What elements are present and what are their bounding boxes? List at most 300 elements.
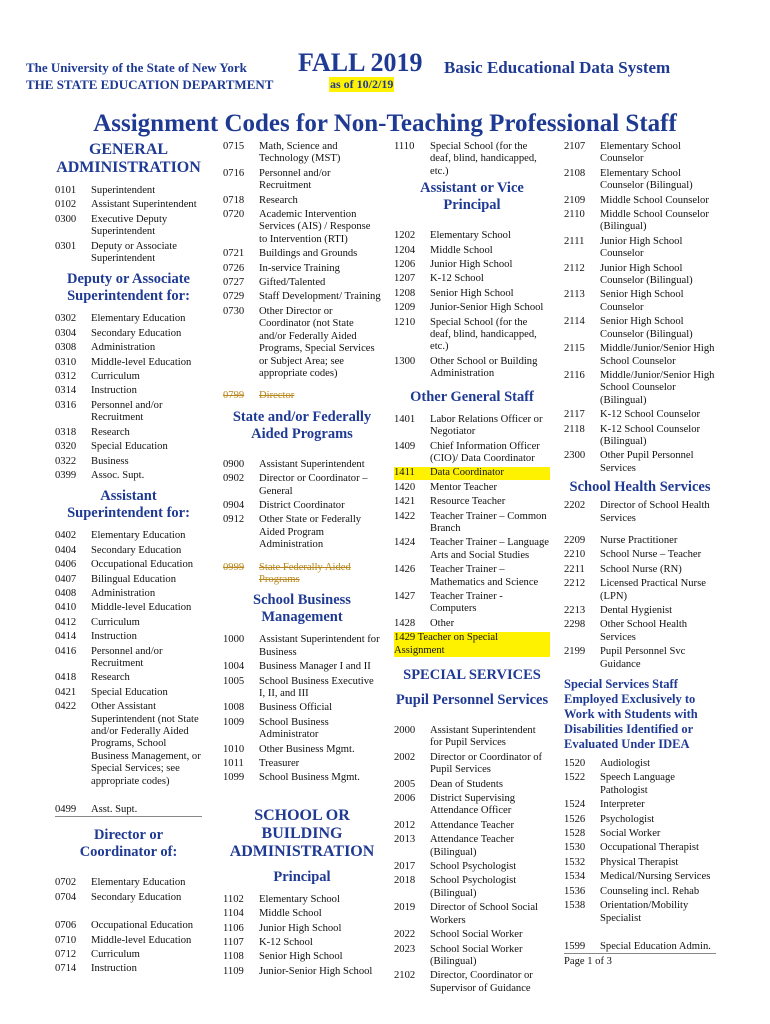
code: 1426 (394, 564, 416, 576)
description: Interpreter (600, 799, 645, 811)
list-item (55, 214, 202, 239)
description: Occupational Education (91, 920, 194, 932)
code: 1538 (564, 900, 586, 912)
section-other-general-staff: Other General Staff (410, 388, 534, 405)
description: Special Education Admin. (600, 940, 711, 952)
code: 0730 (223, 305, 245, 317)
description: Assistant Superintendent for Business (259, 634, 380, 658)
code: 0714 (55, 963, 77, 975)
code: 2002 (394, 751, 416, 763)
description: Elementary School (259, 893, 340, 905)
code: 2005 (394, 778, 416, 790)
description: Director (259, 390, 295, 402)
list-item (394, 944, 550, 969)
code: 2213 (564, 605, 586, 616)
code: 0404 (55, 544, 77, 556)
code: 2000 (394, 725, 416, 736)
description: Director of School Social Workers (430, 902, 538, 926)
description: Attendance Teacher (430, 819, 515, 831)
code: 0721 (223, 248, 245, 260)
list-item (564, 646, 716, 671)
list-item (223, 248, 381, 260)
description: State Federally Aided Programs (259, 561, 351, 585)
code: 0900 (223, 458, 245, 470)
section-deputy-superintendent: Deputy or Associate Superintendent for: (67, 271, 190, 305)
list-item (564, 799, 716, 811)
description: Social Worker (600, 828, 661, 840)
code: 1102 (223, 893, 244, 905)
code: 2022 (394, 929, 416, 941)
list-item (394, 441, 550, 466)
description: Assoc. Supt. (91, 469, 145, 481)
code: 0499 (55, 804, 77, 816)
list-item (223, 141, 381, 166)
list-item-highlighted (394, 467, 550, 479)
list-item (55, 371, 202, 383)
list-item (55, 672, 202, 684)
code: 0799 (223, 390, 245, 402)
code: 0101 (55, 185, 77, 196)
list-item (55, 530, 202, 542)
code: 1409 (394, 440, 416, 452)
list-item (55, 427, 202, 439)
code: 1110 (394, 141, 415, 152)
description: Secondary Education (91, 327, 182, 339)
description: Occupational Therapist (600, 842, 699, 854)
list-item (55, 441, 202, 453)
description: Special School (for the deaf, blind, handicapped, etc.) (430, 141, 537, 177)
description: Elementary Education (91, 313, 186, 325)
description: Business Manager I and II (259, 661, 371, 673)
list-item (394, 302, 550, 314)
list-item (394, 259, 550, 271)
code: 2112 (564, 262, 585, 274)
code: 2012 (394, 819, 416, 831)
description: Secondary Education (91, 544, 182, 556)
code: 0706 (55, 920, 77, 932)
code: 1206 (394, 259, 416, 271)
code: 1011 (223, 758, 244, 770)
description: Staff Development/ Training (259, 291, 381, 303)
code: 1420 (394, 481, 416, 493)
description: Psychologist (600, 813, 655, 825)
list-item (564, 857, 716, 869)
description: Other Assistant Superintendent (not State and/or Federally Aided Programs, School Business Management, or Special Services; see appropriate codes) (91, 701, 201, 787)
section-special-services-staff: Special Services Staff Employed Exclusively to Work with Students with Disabilities Identified or Evaluated Under IDEA (564, 677, 698, 752)
description: Nurse Practitioner (600, 534, 678, 546)
list-item (55, 617, 202, 629)
list-item (55, 385, 202, 397)
list-item (394, 356, 550, 381)
list-item (55, 804, 202, 817)
code: 1534 (564, 871, 586, 883)
list-item (564, 758, 716, 770)
list-item (394, 230, 550, 242)
list-item (394, 273, 550, 285)
code: 1424 (394, 537, 416, 549)
code: 1210 (394, 316, 416, 328)
description: Audiologist (600, 758, 651, 770)
list-item (394, 820, 550, 832)
code: 0318 (55, 426, 77, 438)
list-item (223, 758, 381, 770)
description: School Business Executive I, II, and III (259, 675, 374, 699)
description: Business Official (259, 702, 333, 714)
code: 1010 (223, 743, 245, 755)
code: 2102 (394, 970, 416, 982)
code: 2210 (564, 549, 586, 561)
list-item (55, 328, 202, 340)
section-school-building-admin: SCHOOL OR BUILDING ADMINISTRATION (229, 806, 375, 860)
list-item (394, 618, 550, 630)
code: 1106 (223, 922, 244, 934)
list-item (55, 400, 202, 425)
description: Counseling incl. Rehab (600, 885, 700, 897)
description: Middle/Junior/Senior High School Counselor (600, 343, 715, 367)
code: 0418 (55, 672, 77, 684)
list-item (564, 409, 716, 421)
description: Personnel and/or Recruitment (91, 399, 163, 424)
list-item (394, 875, 550, 900)
description: Junior High School Counselor (Bilingual) (600, 262, 693, 287)
list-item (223, 473, 381, 498)
description: Medical/Nursing Services (600, 871, 711, 883)
code: 0312 (55, 371, 77, 383)
code: 0412 (55, 616, 77, 628)
list-item (55, 631, 202, 643)
list-item (55, 241, 202, 266)
code: 1599 (564, 940, 586, 952)
list-item-struck (223, 390, 381, 402)
description: School Social Worker (430, 929, 523, 941)
description: Data Coordinator (430, 467, 504, 479)
description: Buildings and Grounds (259, 248, 358, 260)
description: Teacher Trainer - Computers (430, 590, 503, 615)
description: School Nurse – Teacher (600, 549, 702, 561)
list-item (564, 168, 716, 193)
code: 0421 (55, 686, 77, 698)
list-item (55, 185, 202, 197)
code: 0712 (55, 949, 77, 961)
list-item (223, 514, 381, 551)
list-item (223, 459, 381, 471)
list-item (394, 929, 550, 941)
list-item (394, 902, 550, 927)
code: 0716 (223, 167, 245, 179)
description: Other Pupil Personnel Services (600, 450, 694, 474)
description: Bilingual Education (91, 573, 177, 585)
description: Speech Language Pathologist (600, 772, 676, 796)
description: Deputy or Associate Superintendent (91, 240, 177, 265)
list-item (223, 772, 381, 784)
description: Other Director or Coordinator (not State and/or Federally Aided Programs, Special Services or Subject Area; see appropriate codes) (259, 305, 375, 379)
description: Middle-level Education (91, 934, 192, 946)
code: 2212 (564, 578, 586, 590)
list-item (564, 564, 716, 576)
code: 2006 (394, 793, 416, 805)
description: Junior High School Counselor (600, 235, 683, 260)
list-item (564, 842, 716, 854)
code: 1204 (394, 244, 416, 256)
column-1 (55, 141, 202, 978)
description: Other State or Federally Aided Program Administration (259, 514, 362, 551)
description: Licensed Practical Nurse (LPN) (600, 578, 706, 602)
code: 0912 (223, 514, 245, 526)
description: Dean of Students (430, 778, 503, 790)
description: Elementary School Counselor (Bilingual) (600, 167, 693, 192)
list-item (564, 941, 716, 954)
description: Director of School Health Services (600, 500, 710, 524)
list-item (394, 834, 550, 859)
code: 0310 (55, 356, 77, 368)
description: Senior High School (430, 287, 514, 299)
description: Junior-Senior High School (430, 302, 544, 314)
description: School Business Administrator (259, 716, 329, 741)
list-item (55, 602, 202, 614)
column-2 (223, 141, 381, 980)
code: 0301 (55, 240, 77, 252)
description: Other (430, 617, 455, 629)
list-item (394, 317, 550, 354)
section-school-health: School Health Services (569, 479, 711, 496)
code: 0300 (55, 213, 77, 225)
description: Junior High School (259, 922, 342, 934)
description: K-12 School (259, 937, 313, 949)
list-item (564, 236, 716, 261)
description: Occupational Education (91, 559, 194, 571)
code: 0304 (55, 327, 77, 339)
list-item (564, 828, 716, 840)
description: Instruction (91, 385, 137, 397)
list-item (223, 277, 381, 289)
list-item (223, 209, 381, 246)
description: Personnel and/or Recruitment (91, 645, 163, 669)
description: Curriculum (91, 616, 140, 628)
code: 1421 (394, 496, 416, 508)
code: 1009 (223, 716, 245, 728)
list-item (394, 141, 550, 178)
list-item (223, 908, 381, 920)
section-federal-programs: State and/or Federally Aided Programs (232, 408, 372, 442)
description: Assistant Superintendent for Pupil Services (430, 725, 536, 749)
code: 2017 (394, 861, 416, 873)
code: 0902 (223, 473, 245, 485)
section-vice-principal: Assistant or Vice Principal (420, 180, 524, 214)
code: 1428 (394, 617, 416, 629)
description: Teacher Trainer – Common Branch (430, 510, 547, 534)
section-principal: Principal (273, 868, 331, 885)
description: Instruction (91, 631, 137, 643)
code: 1005 (223, 675, 245, 687)
list-item (564, 195, 716, 207)
list-item (223, 168, 381, 193)
code: 1427 (394, 590, 416, 602)
code: 2110 (564, 209, 585, 221)
description: School Nurse (RN) (600, 563, 682, 575)
list-item (564, 535, 716, 547)
description: Elementary Education (91, 877, 186, 889)
list-item (394, 779, 550, 791)
description: In-service Training (259, 262, 340, 274)
description: K-12 School (430, 273, 484, 285)
list-item (55, 456, 202, 468)
code: 2018 (394, 875, 416, 887)
list-item (564, 343, 716, 368)
description: Middle School Counselor (600, 194, 709, 206)
list-item (223, 195, 381, 207)
list-item (55, 687, 202, 699)
code: 0718 (223, 194, 245, 206)
code: 0727 (223, 277, 245, 289)
description: Dental Hygienist (600, 605, 673, 616)
description: Attendance Teacher (Bilingual) (430, 834, 515, 858)
description: Senior High School Counselor (Bilingual) (600, 316, 693, 340)
special-assignment: 1429 Teacher on Special Assignment (394, 632, 550, 657)
code: 2202 (564, 500, 586, 512)
list-item (55, 574, 202, 586)
description: K-12 School Counselor (Bilingual) (600, 423, 701, 447)
code: 0410 (55, 602, 77, 614)
description: Curriculum (91, 371, 140, 383)
description: Middle-level Education (91, 602, 192, 614)
code: 2199 (564, 646, 586, 658)
description: Physical Therapist (600, 856, 679, 868)
code: 0320 (55, 441, 77, 453)
description: Research (91, 426, 130, 438)
description: Research (91, 672, 130, 684)
description: District Coordinator (259, 499, 345, 511)
code: 2108 (564, 167, 586, 179)
code: 0402 (55, 530, 77, 542)
code: 0416 (55, 645, 77, 657)
list-item (223, 291, 381, 303)
code: 1520 (564, 758, 586, 770)
code: 2113 (564, 289, 585, 301)
code: 1528 (564, 828, 586, 840)
system-name: Basic Educational Data System (444, 58, 671, 77)
code: 0999 (223, 561, 245, 573)
code: 1401 (394, 413, 416, 425)
list-item (223, 717, 381, 742)
list-item (223, 306, 381, 380)
description: Junior High School (430, 259, 513, 271)
description: Senior High School Counselor (600, 289, 684, 313)
code: 0726 (223, 262, 245, 274)
list-item (55, 920, 202, 932)
description: Treasurer (259, 758, 300, 770)
code: 1004 (223, 661, 245, 673)
code: 1202 (394, 230, 416, 242)
description: Math, Science and Technology (MST) (259, 141, 341, 165)
description: Resource Teacher (430, 496, 506, 508)
description: Middle/Junior/Senior High School Counselor (Bilingual) (600, 369, 715, 406)
description: Middle School (430, 244, 493, 256)
description: School Business Mgmt. (259, 772, 360, 784)
list-item (223, 500, 381, 512)
list-item (564, 772, 716, 797)
code: 1526 (564, 813, 586, 825)
code: 2019 (394, 902, 416, 914)
list-item (55, 357, 202, 369)
org-name: The University of the State of New York (26, 60, 247, 75)
code: 0422 (55, 701, 77, 713)
description: Other School Health Services (600, 619, 688, 643)
list-item (564, 578, 716, 603)
list-item (55, 545, 202, 557)
list-item (394, 482, 550, 494)
description: Instruction (91, 963, 137, 975)
list-item (223, 634, 381, 659)
list-item (394, 861, 550, 873)
list-item (564, 549, 716, 561)
description: Secondary Education (91, 891, 182, 903)
list-item (223, 894, 381, 906)
code: 0308 (55, 342, 77, 354)
list-item (55, 949, 202, 961)
list-item (394, 752, 550, 777)
code: 2209 (564, 534, 586, 546)
list-item (564, 316, 716, 341)
code: 2298 (564, 619, 586, 631)
code: 1104 (223, 908, 244, 920)
description: K-12 School Counselor (600, 409, 701, 421)
code: 1524 (564, 799, 586, 811)
description: Mentor Teacher (430, 481, 498, 493)
code: 2117 (564, 409, 585, 421)
list-item (564, 263, 716, 288)
list-item (55, 342, 202, 354)
description: Middle School Counselor (Bilingual) (600, 209, 709, 233)
description: Labor Relations Officer or Negotiator (430, 413, 543, 438)
description: Elementary School Counselor (600, 141, 681, 165)
description: Special Education (91, 441, 168, 453)
code: 1422 (394, 510, 416, 522)
description: Curriculum (91, 949, 140, 961)
description: Assistant Superintendent (259, 458, 365, 470)
code: 1108 (223, 951, 244, 963)
list-item (564, 289, 716, 314)
description: School Psychologist (430, 861, 517, 873)
code: 2013 (394, 834, 416, 846)
code: 1008 (223, 702, 245, 714)
column-3 (394, 141, 550, 997)
description: Asst. Supt. (91, 804, 138, 816)
code: 1532 (564, 856, 586, 868)
section-assistant-superintendent: Assistant Superintendent for: (67, 488, 190, 522)
description: Special Education (91, 686, 168, 698)
description: School Psychologist (Bilingual) (430, 875, 517, 899)
list-item (564, 871, 716, 883)
description: Middle-level Education (91, 356, 192, 368)
description: Administration (91, 342, 156, 354)
code: 0322 (55, 455, 77, 467)
code: 1208 (394, 287, 416, 299)
description: Other School or Building Administration (430, 355, 538, 380)
description: Teacher Trainer – Language Arts and Social Studies (430, 537, 549, 561)
code: 1300 (394, 355, 416, 367)
list-item (55, 646, 202, 671)
description: Gifted/Talented (259, 277, 326, 289)
list-item (223, 263, 381, 275)
description: Assistant Superintendent (91, 199, 197, 211)
list-item (55, 313, 202, 325)
code: 2118 (564, 423, 585, 435)
code: 0710 (55, 934, 77, 946)
list-item (394, 793, 550, 818)
code: 1107 (223, 937, 244, 949)
list-item (223, 676, 381, 701)
section-pupil-personnel: Pupil Personnel Services (395, 692, 549, 708)
